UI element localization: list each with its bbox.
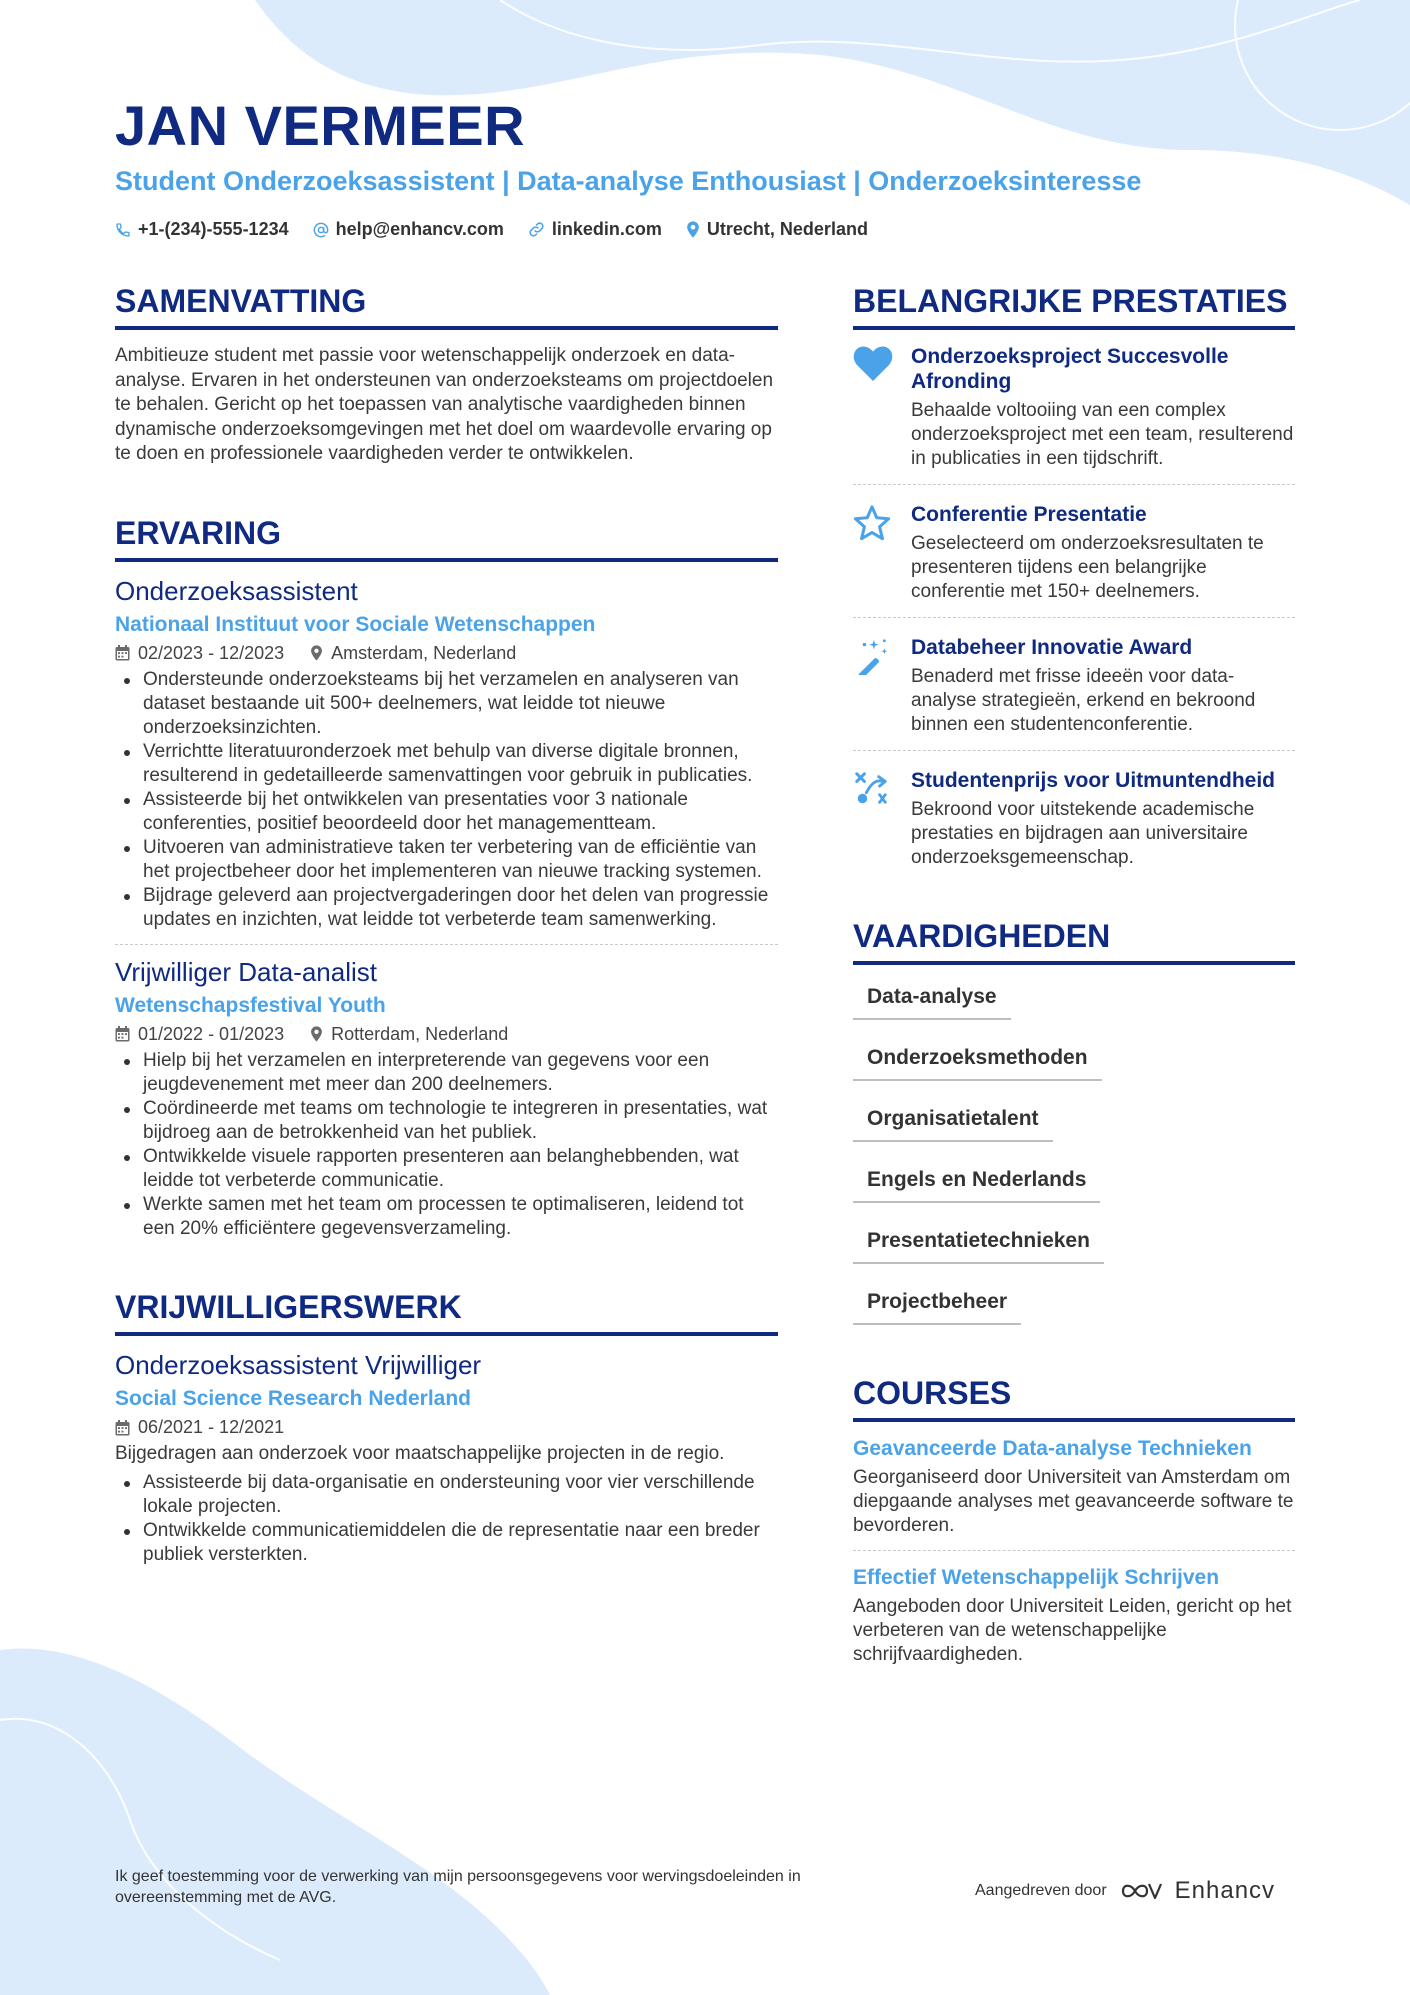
bullet-item: Verrichtte literatuuronderzoek met behulp van diverse digitale bronnen, resulterend in gedetailleerde samenvattingen voor gebruik in publicaties. bbox=[115, 740, 778, 788]
job-title: Onderzoeksassistent bbox=[115, 575, 358, 606]
job-dates: 02/2023 - 12/2023 bbox=[138, 642, 285, 663]
skill-tag: Engels en Nederlands bbox=[853, 1162, 1100, 1203]
entry-divider bbox=[853, 617, 1295, 618]
heart-icon bbox=[853, 346, 893, 382]
calendar-icon bbox=[115, 645, 130, 661]
location-pin-icon bbox=[310, 1026, 323, 1042]
consent-note: Ik geef toestemming voor de verwerking van mijn persoonsgegevens voor wervingsdoeleinden in overeenstemming met de AVG. bbox=[115, 1868, 801, 1906]
contact-location bbox=[686, 219, 868, 240]
at-icon bbox=[313, 222, 329, 238]
bullet-item: Bijdrage geleverd aan projectvergaderingen door het delen van progressie updates en inzichten, wat leidde tot verbeterde team samenwerking. bbox=[115, 884, 778, 932]
course-desc: Aangeboden door Universiteit Leiden, gericht op het verbeteren van de wetenschappelijke schrijfvaardigheden. bbox=[853, 1596, 1292, 1665]
volunteer-description: Bijgedragen aan onderzoek voor maatschappelijke projecten in de regio. bbox=[115, 1443, 725, 1465]
phone-icon bbox=[115, 222, 131, 238]
job-location: Rotterdam, Nederland bbox=[331, 1023, 509, 1044]
volunteer-dates: 06/2021 - 12/2021 bbox=[138, 1417, 285, 1438]
location-pin-icon bbox=[686, 221, 700, 238]
achievement-title: Databeheer Innovatie Award bbox=[911, 636, 1193, 659]
course-title: Geavanceerde Data-analyse Technieken bbox=[853, 1437, 1252, 1460]
right-column bbox=[853, 285, 1295, 1667]
job-entry bbox=[115, 957, 778, 1241]
bullet-item: Ontwikkelde communicatiemiddelen die de representatie naar een breder publiek versterkten. bbox=[115, 1519, 778, 1567]
achievements-section bbox=[853, 285, 1295, 870]
contact-email[interactable] bbox=[313, 219, 504, 240]
powered-by[interactable] bbox=[975, 1877, 1275, 1905]
job-location: Amsterdam, Nederland bbox=[331, 642, 517, 663]
course-desc: Georganiseerd door Universiteit van Amsterdam om diepgaande analyses met geavanceerde software te bevorderen. bbox=[853, 1467, 1294, 1536]
achievement-title: Studentenprijs voor Uitmuntendheid bbox=[911, 769, 1276, 792]
course-title: Effectief Wetenschappelijk Schrijven bbox=[853, 1566, 1220, 1589]
left-column bbox=[115, 285, 778, 1567]
job-bullets bbox=[115, 1049, 778, 1241]
job-title: Vrijwilliger Data-analist bbox=[115, 956, 378, 987]
company-name: Nationaal Instituut voor Sociale Wetenschappen bbox=[115, 612, 596, 636]
bullet-item: Assisteerde bij het ontwikkelen van presentaties voor 3 nationale conferenties, positief beoordeeld door het managementteam. bbox=[115, 788, 778, 836]
strategy-icon bbox=[853, 770, 891, 808]
email-text: help@enhancv.com bbox=[335, 219, 504, 239]
job-meta bbox=[115, 1024, 778, 1045]
candidate-name: JAN VERMEER bbox=[115, 94, 526, 157]
skill-tag: Presentatietechnieken bbox=[853, 1223, 1104, 1264]
achievement-desc: Geselecteerd om onderzoeksresultaten te presenteren tijdens een belangrijke conferentie met 150+ deelnemers. bbox=[911, 533, 1264, 602]
course-item bbox=[853, 1565, 1295, 1667]
achievements-heading: BELANGRIJKE PRESTATIES bbox=[853, 285, 1295, 330]
achievement-item bbox=[853, 768, 1295, 870]
achievement-desc: Benaderd met frisse ideeën voor data-analyse strategieën, erkend en bekroond binnen een studentenconferentie. bbox=[911, 666, 1256, 735]
job-meta bbox=[115, 643, 778, 664]
entry-divider bbox=[115, 944, 778, 945]
achievement-item bbox=[853, 635, 1295, 737]
location-text: Utrecht, Nederland bbox=[706, 219, 868, 239]
enhancv-logo-icon bbox=[1119, 1879, 1165, 1903]
volunteer-heading: VRIJWILLIGERSWERK bbox=[115, 1291, 778, 1336]
entry-divider bbox=[853, 484, 1295, 485]
summary-heading: SAMENVATTING bbox=[115, 285, 778, 330]
achievement-desc: Behaalde voltooiing van een complex onderzoeksproject met een team, resulterend in publicaties in een tijdschrift. bbox=[911, 400, 1294, 469]
contact-bar bbox=[115, 219, 892, 240]
bullet-item: Coördineerde met teams om technologie te integreren in presentaties, wat bijdroeg aan de betrokkenheid van het publiek. bbox=[115, 1097, 778, 1145]
bullet-item: Uitvoeren van administratieve taken ter verbetering van de efficiëntie van het projectbeheer door het implementeren van nieuwe tracking systemen. bbox=[115, 836, 778, 884]
powered-by-label: Aangedreven door bbox=[975, 1882, 1107, 1899]
skill-tag: Projectbeheer bbox=[853, 1284, 1021, 1325]
volunteer-role: Onderzoeksassistent Vrijwilliger bbox=[115, 1349, 482, 1380]
bullet-item: Ondersteunde onderzoeksteams bij het verzamelen en analyseren van dataset bestaande uit 500+ deelnemers, wat leidde tot nieuwe onderzoeksinzichten. bbox=[115, 668, 778, 740]
calendar-icon bbox=[115, 1420, 130, 1436]
linkedin-text: linkedin.com bbox=[551, 219, 662, 239]
job-entry bbox=[115, 576, 778, 932]
contact-linkedin[interactable] bbox=[528, 219, 662, 240]
skills-list bbox=[853, 979, 1295, 1345]
magic-wand-icon bbox=[853, 637, 891, 675]
achievement-title: Onderzoeksproject Succesvolle Afronding bbox=[911, 345, 1229, 393]
bullet-item: Werkte samen met het team om processen te optimaliseren, leidend tot een 20% efficiëntere gegevensverzameling. bbox=[115, 1193, 778, 1241]
volunteer-bullets bbox=[115, 1471, 778, 1567]
volunteer-meta bbox=[115, 1417, 778, 1438]
skill-tag: Onderzoeksmethoden bbox=[853, 1040, 1102, 1081]
skills-heading: VAARDIGHEDEN bbox=[853, 920, 1295, 965]
achievement-item bbox=[853, 344, 1295, 471]
courses-section bbox=[853, 1377, 1295, 1667]
bullet-item: Hielp bij het verzamelen en interpreterende van gegevens voor een jeugdevenement met meer dan 200 deelnemers. bbox=[115, 1049, 778, 1097]
achievement-desc: Bekroond voor uitstekende academische prestaties en bijdragen aan universitaire onderzoeksgemeenschap. bbox=[911, 799, 1255, 868]
skill-tag: Organisatietalent bbox=[853, 1101, 1053, 1142]
courses-heading: COURSES bbox=[853, 1377, 1295, 1422]
experience-section bbox=[115, 514, 778, 1241]
achievement-title: Conferentie Presentatie bbox=[911, 503, 1147, 526]
contact-phone[interactable] bbox=[115, 219, 289, 240]
bullet-item: Ontwikkelde visuele rapporten presenteren aan belanghebbenden, wat leidde tot verbeterde communicatie. bbox=[115, 1145, 778, 1193]
experience-heading: ERVARING bbox=[115, 517, 778, 562]
summary-section bbox=[115, 285, 778, 467]
summary-text: Ambitieuze student met passie voor wetenschappelijk onderzoek en data-analyse. Ervaren in het ondersteunen van onderzoeksteams om projectdoelen te behalen. Gericht op het toepassen van analytische vaardigheden binnen dynamische onderzoeksomgevingen met het doel om waardevolle ervaring op te doen en professionele vaardigheden verder te ontwikkelen. bbox=[115, 345, 774, 464]
bullet-item: Assisteerde bij data-organisatie en ondersteuning voor vier verschillende lokale projecten. bbox=[115, 1471, 778, 1519]
location-pin-icon bbox=[310, 645, 323, 661]
job-bullets bbox=[115, 668, 778, 932]
volunteer-organization: Social Science Research Nederland bbox=[115, 1387, 472, 1411]
job-dates: 01/2022 - 01/2023 bbox=[138, 1023, 285, 1044]
skill-tag: Data-analyse bbox=[853, 979, 1011, 1020]
entry-divider bbox=[853, 1550, 1295, 1551]
phone-text: +1-(234)-555-1234 bbox=[138, 219, 289, 239]
achievement-item bbox=[853, 502, 1295, 604]
company-name: Wetenschapsfestival Youth bbox=[115, 993, 386, 1017]
brand-name: Enhancv bbox=[1174, 1877, 1276, 1904]
entry-divider bbox=[853, 750, 1295, 751]
skills-section bbox=[853, 920, 1295, 1345]
star-icon bbox=[853, 504, 891, 542]
volunteer-section bbox=[115, 1288, 778, 1567]
calendar-icon bbox=[115, 1026, 130, 1042]
link-icon bbox=[528, 221, 545, 238]
course-item bbox=[853, 1436, 1295, 1538]
headline: Student Onderzoeksassistent | Data-analyse Enthousiast | Onderzoeksinteresse bbox=[115, 166, 1142, 196]
